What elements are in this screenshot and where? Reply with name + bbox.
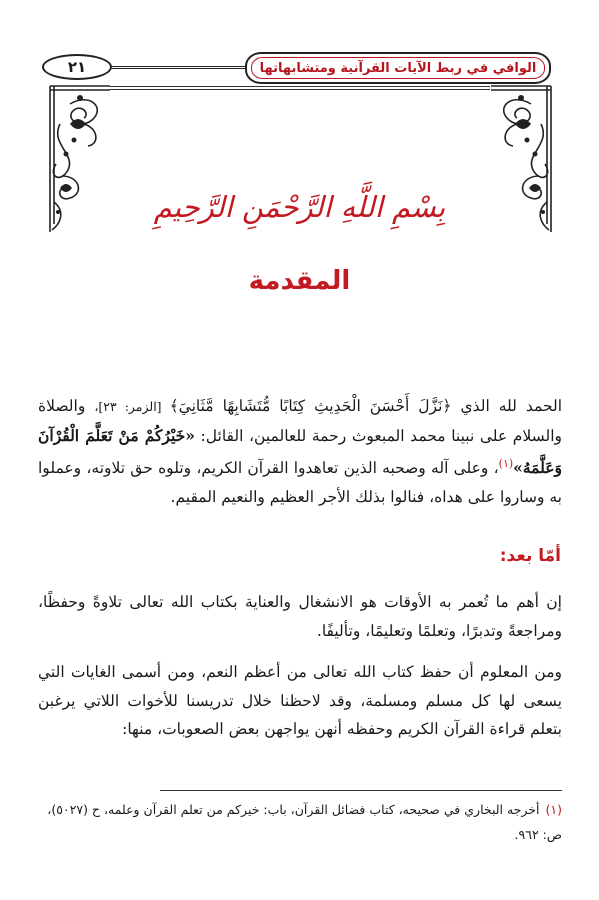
intro-text-mid: والصلاة والسلام على نبينا محمد المبعوث رحمة للعالمين، القائل:: [38, 397, 562, 445]
footnote-divider: [160, 790, 562, 791]
intro-text-start: الحمد لله الذي: [451, 397, 562, 415]
header-rule: [112, 66, 245, 69]
footnote: [38, 797, 562, 847]
quran-quote: ﴿نَزَّلَ أَحْسَنَ الْحَدِيثِ كِتَابًا مُّتَشَابِهًا مَّثَانِيَ﴾: [169, 397, 452, 415]
page-number: ٢١: [42, 54, 112, 80]
frame-divider: [110, 86, 490, 90]
paragraph-2: إن أهم ما تُعمر به الأوقات هو الانشغال والعناية بكتاب الله تعالى تلاوةً وحفظًا، ومراجعةً وتدبرًا، وتعلمًا وتعليمًا، وتأليفًا.: [38, 593, 562, 640]
footnote-reference[interactable]: (١): [498, 457, 514, 470]
intro-paragraph: [38, 392, 562, 511]
running-title: الوافي في ربط الآيات القرآنية ومتشابهاتها: [251, 57, 545, 79]
header-banner: [245, 52, 551, 84]
footnote-text: أخرجه البخاري في صحيحه، كتاب فضائل القرآن، باب: خيركم من تعلم القرآن وعلمه، ح (٥٠٢٧)، ص: ٩٦٢.: [47, 802, 562, 842]
basmala: بِسْمِ اللَّهِ الرَّحْمَنِ الرَّحِيمِ: [153, 190, 446, 224]
hadith-quote: «خَيْرُكُمْ مَنْ تَعَلَّمَ الْقُرْآنَ وَعَلَّمَهُ»: [38, 425, 562, 478]
section-subheading: أمّا بعد:: [499, 546, 561, 566]
paragraph-3: ومن المعلوم أن حفظ كتاب الله تعالى من أعظم النعم، ومن أسمى الغايات التي يسعى لها كل مسلم ومسلمة، وقد لاحظنا خلال تدريسنا للأخوات اللاتي يرغبن بتعلم قراءة القرآن الكريم وحفظه أنهن يواجهن بعض الصعوبات، منها:: [38, 663, 562, 738]
chapter-title: المقدمة: [248, 266, 351, 296]
quran-reference: [الزمر: ٢٣]،: [94, 399, 170, 414]
footnote-marker: (١): [545, 802, 562, 817]
intro-text-end: ، وعلى آله وصحبه الذين تعاهدوا القرآن الكريم، وتلوه حق تلاوته، وعملوا به وساروا على هداه، فنالوا بذلك الأجر العظيم والنعيم المقيم.: [38, 459, 562, 506]
